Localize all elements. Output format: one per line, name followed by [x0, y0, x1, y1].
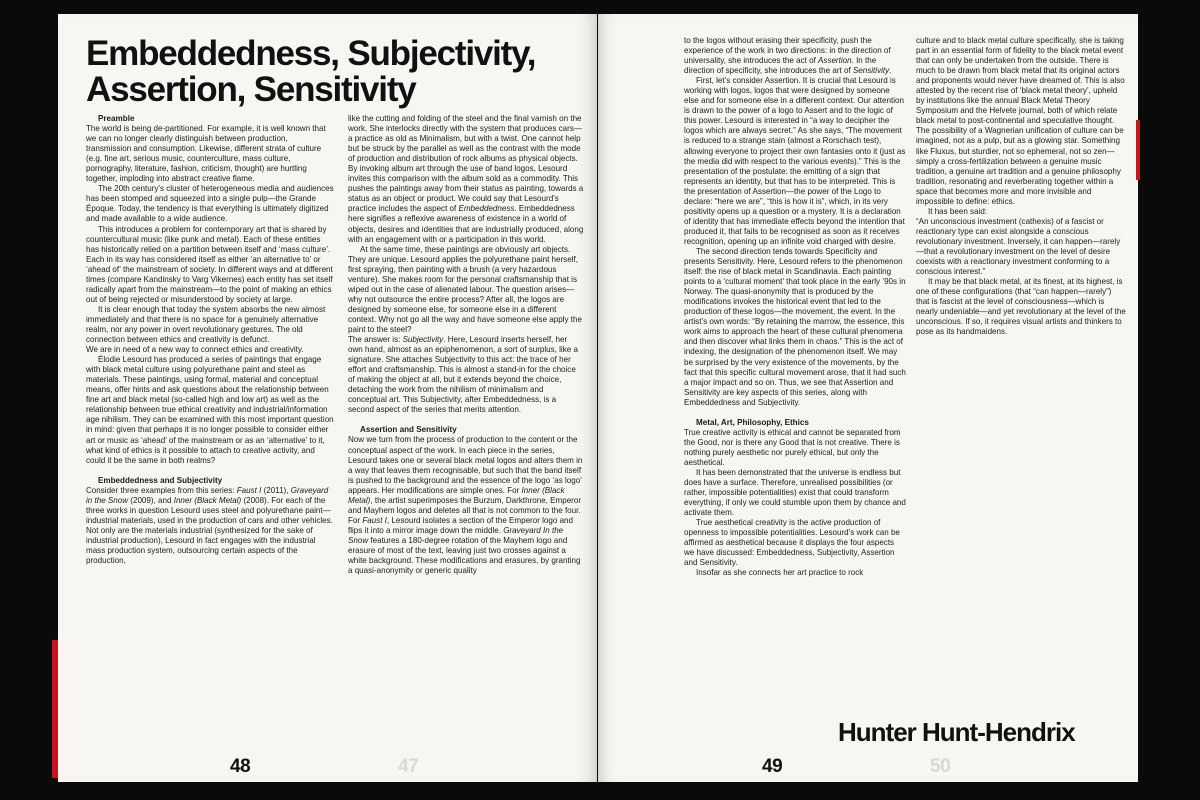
paragraph: It has been demonstrated that the universe is endless but does have a surface. Therefore, unrealised possibilities (or rather, impossible potentialities) exist that could transform everything, if only we could stumble upon them by chance and activate them.	[684, 467, 906, 518]
heading-metal-art: Metal, Art, Philosophy, Ethics	[696, 417, 809, 427]
left-column-2	[348, 114, 584, 576]
paragraph: to the logos without erasing their specificity, push the experience of the work in two directions: in the direction of universality, she introduces the act of Assertion. In the direction of specificity, she introduces the art of Sensitivity.	[684, 36, 892, 76]
ghost-folio-left: 47	[398, 756, 419, 777]
ghost-folio-right: 50	[930, 756, 951, 777]
quote: “An unconscious investment (cathexis) of a fascist or reactionary type can exist alongside a conscious revolutionary investment. Inversely, it can happen—rarely—that a revolutionary investment on the level of desire coexists with a reactionary investment conforming to a conscious interest.”	[916, 216, 1121, 277]
paragraph: Now we turn from the process of production to the content or the conceptual aspect of the work. In each piece in the series, Lesourd takes one or several black metal logos and alters them in a way that leaves them recognisable, but such that the band itself is pushed to the background and the essence of the logo ‘as logo’ appears. Her modifications are simple ones. For Inner (Black Metal), the artist superimposes the Burzum, Darkthrone, Emperor and Mayhem logos and deletes all that is not common to the four. For Faust I, Lesourd isolates a section of the Emperor logo and flips it into a mirror image down the middle. Graveyard In the Snow features a 180-degree rotation of the Mayhem logo and erasure of most of the text, leaving just two crosses against a white background. These modifications and erasures, by granting a quasi-anonymity or generic quality	[348, 435, 583, 576]
paragraph: At the same time, these paintings are obviously art objects. They are unique. Lesourd applies the polyurethane paint herself, first spraying, then painting with a brush (a very hazardous venture). She makes room for the personal craftsmanship that is wiped out in the case of alienated labour. The question arises—why not outsource the entire process? After all, the logos are designed by someone else, for someone else in a different context. Why not go all the way and have someone else apply the paint to the steel?	[348, 244, 582, 334]
paragraph: True aesthetical creativity is the active production of openness to impossible potentialities. Lesourd’s work can be affirmed as aesthetical because it displays the four aspects we have discussed: Embeddedness, Subjectivity, Assertion and Sensitivity.	[684, 518, 900, 568]
paragraph: This introduces a problem for contemporary art that is shared by countercultural music (like punk and metal). Each of these entities has historically relied on a partition between itself and ‘mass culture’. Each in its way has considered itself as either ‘an alternative to’ or ‘ahead of’ the mainstream of society. In different ways and at different times (compare Kandinsky to Varg Vikernes) each entity has set itself radically apart from the mainstream—to the point of making an ethics out of being rejected or misunderstood by society at large.	[86, 224, 333, 304]
paragraph: It has been said:	[928, 206, 988, 216]
paragraph: like the cutting and folding of the steel and the final varnish on the work. She interlocks directly with the system that produces cars—a practice as old as Minimalism, but with a twist. One cannot help but be struck by the parallel as well as the contrast with the mode of production and distribution of rock albums as physical objects. By invoking album art through the use of band logos, Lesourd invites this comparison with the album sold as a commodity. This pushes the paintings away from their status as painting, towards a status as an object or product. We could say that Lesourd’s practice includes the aspect of Embeddedness. Embeddedness here signifies a reflexive awareness of existence in a world of objects, desires and identities that are industrially produced, along with an engagement with or a participation in this world.	[348, 114, 584, 244]
paragraph: The second direction tends towards Specificity and presents Sensitivity. Here, Lesourd refers to the phenomenon itself: the rise of black metal in Scandinavia. Each painting points to a ‘cultural moment’ that took place in the early ’90s in Norway. The quasi-anonymity that is produced by the modifications invokes the historical event that led to the production of these logos—the movement, the event. In the artist’s own words: “By retaining the marrow, the essence, this work aims to approach the heart of these cultural phenomena and then discover what links them in chaos.” This is the act of indexing, the designation of the phenomenon itself. We may be surprised by the very existence of the movements, by the fact that this specific cultural movement arose, that it had such a major impact and so on. Thus, we see that Assertion and Sensitivity are key aspects of this series, along with Embeddedness and Subjectivity.	[684, 246, 906, 407]
page-number-right: 49	[762, 756, 783, 777]
paragraph: First, let’s consider Assertion. It is crucial that Lesourd is working with logos, logos that were designed by someone else and for someone else in a different context. Our attention is drawn to the power of a logo to Assert and to the logic of this power. Lesourd is interested in “a way to decipher the logos which are always secret.” As she says, “The movement is reduced to a strange stain (almost a Rorschach test), allowing everyone to project their own fantasies onto it (just as the media did with respect to the various events).” This is the presentation of the postulate: the emitting of a sign that represents an identity, but that has to be interpreted. This is the presentation of Assertion—the power of the Logo to declare: “here we are”, “this is how it is”, which, in its very positivity opens up a question or a mystery. It is a declaration of identity that has immediate effects beyond the intention that produced it, that fails to be recognised as soon as it receives recognition, opening up an infinite void charged with desire.	[684, 76, 906, 246]
page-number-left: 48	[230, 756, 251, 777]
heading-preamble: Preamble	[98, 114, 135, 123]
author-name: Hunter Hunt-Hendrix	[838, 717, 1075, 747]
paragraph: We are in need of a new way to connect ethics and creativity.	[86, 345, 304, 355]
right-page	[598, 14, 1138, 782]
paragraph: It is clear enough that today the system absorbs the new almost immediately and that there is no space for a genuinely alternative realm, nor any power in overt revolutionary gestures. The old connection between ethics and creativity is defunct.	[86, 304, 326, 345]
paragraph: The answer is: Subjectivity. Here, Lesourd inserts herself, her own hand, almost as an epiphenomenon, a sort of surplus, like a signature. She attaches Subjectivity to this act: the trace of her effort and craftsmanship. This is almost a stand-in for the choice of making the object at all, but it extends beyond the choice, detaching the work from the nihilism of minimalism and conceptual art. This Subjectivity, after Embeddedness, is a second aspect of the series that merits attention.	[348, 335, 578, 415]
paragraph: It may be that black metal, at its finest, at its highest, is one of these configurations (that “can happen—rarely”) that is fascist at the level of consciousness—which is nearly undeniable—and yet revolutionary at the level of the unconscious. If so, it requires visual artists and thinkers to pose as its handmaidens.	[916, 277, 1126, 337]
left-page	[58, 14, 597, 782]
heading-embeddedness: Embeddedness and Subjectivity	[98, 475, 223, 485]
paragraph: The 20th century’s cluster of heterogeneous media and audiences has been stomped and squeezed into a single pulp—the Grande Époque. Today, the tendency is that everything is ultimately digitized and made available to a wide audience.	[86, 184, 334, 224]
article-title: Embeddedness, Subjectivity, Assertion, Sensitivity	[86, 34, 536, 109]
right-column-1	[684, 36, 906, 578]
paragraph: Consider three examples from this series: Faust I (2011), Graveyard in the Snow (2009), and Inner (Black Metal) (2008). For each of the three works in question Lesourd uses steel and polyurethane paint—industrial materials, used in the production of cars and other vehicles. Not only are the materials industrial (synthesized for the sake of industrial production), Lesourd in fact engages with the industrial mass production system, outsourcing certain aspects of the production,	[86, 485, 333, 566]
right-column-2	[916, 36, 1126, 337]
red-page-edge-right	[1136, 120, 1140, 180]
paragraph: The world is being de-partitioned. For example, it is well known that we can no longer clearly distinguish between production, transmission and consumption. Likewise, different strata of culture (e.g. fine art, serious music, counterculture, mass culture, pornography, literature, fashion, criticism, thought) are hurtling together, imploding into abstract creative flame.	[86, 124, 326, 184]
paragraph: culture and to black metal culture specifically, she is taking part in an essential form of fidelity to the black metal event that can only be undertaken from the outside. There is much to be drawn from black metal that its original actors and proponents would never have dreamed of. This is also attested by the recent rise of ‘black metal theory’, upheld by institutions like the annual Black Metal Theory Symposium and the Helvete journal, both of which relate black metal to post-continental and speculative thought. The possibility of a Wagnerian unification of culture can be imagined, not as a pulp, but as a glowing star. Something like Fluxus, but sturdier, not so ephemeral, not so zen—simply a cross-fertilization between a genuine music tradition, a genuine art tradition and a genuine philosophy tradition, resonating and reverberating together within a space that becomes more and more invisible and impossible to define: ethics.	[916, 36, 1125, 206]
paragraph: True creative activity is ethical and cannot be separated from the Good, nor is there any Good that is not creative. There is nothing purely aesthetic nor purely ethical, but only the aesthetical.	[684, 427, 901, 467]
heading-assertion: Assertion and Sensitivity	[360, 425, 457, 435]
paragraph: Élodie Lesourd has produced a series of paintings that engage with black metal culture using polyurethane paint and steel as materials. These paintings, using formal, material and conceptual means, offer hints and ask questions about the relationship between fine art and black metal (so-called high and low art) as well as the relationship between true ethical creativity and industrial/information age nihilism. They can be examined with this most important question in mind: given that perhaps it is no longer possible to consider either art or music as ‘ahead’ of the mainstream or as an ‘alternative’ to it, what kind of ethics is it possible to attach to creative activity, and could it be the same in both realms?	[86, 355, 334, 465]
paragraph: Insofar as she connects her art practice to rock	[696, 568, 864, 578]
left-column-1	[86, 114, 334, 566]
